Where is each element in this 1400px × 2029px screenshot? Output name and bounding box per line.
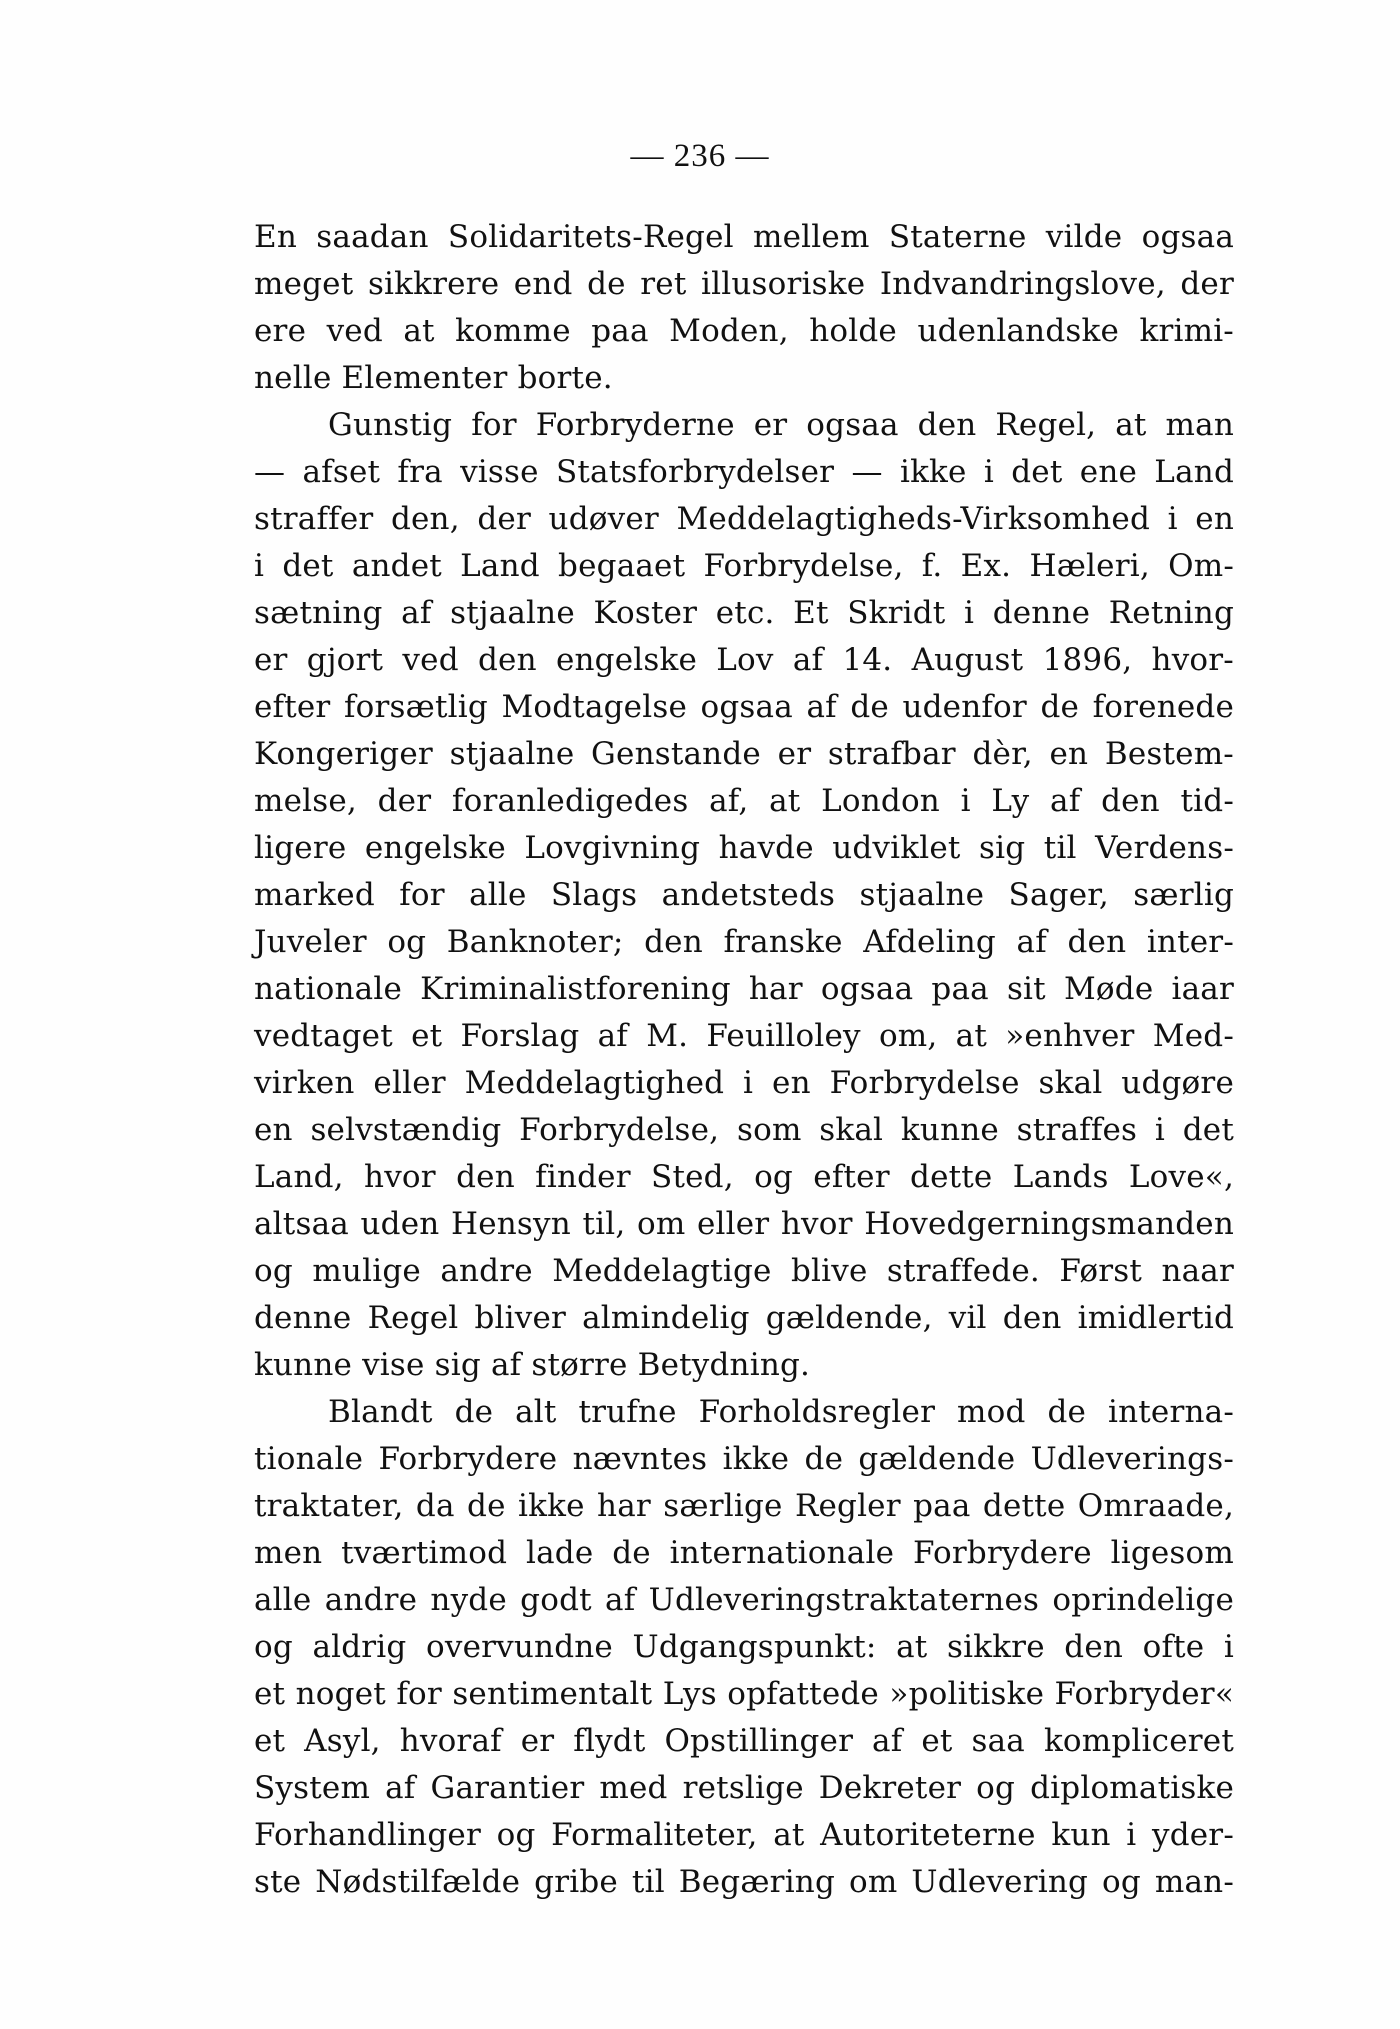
- text-line: nationale Kriminalistforening har ogsaa paa sit Møde iaar: [254, 971, 1234, 1007]
- text-line: er gjort ved den engelske Lov af 14. August 1896, hvor-: [254, 642, 1234, 678]
- text-line: Juveler og Banknoter; den franske Afdeling af den inter-: [254, 924, 1234, 960]
- text-line: kunne vise sig af større Betydning.: [254, 1347, 811, 1383]
- text-line: et Asyl, hvoraf er flydt Opstillinger af et saa kompliceret: [254, 1723, 1234, 1759]
- text-line: efter forsætlig Modtagelse ogsaa af de udenfor de forenede: [254, 689, 1234, 725]
- text-line: tionale Forbrydere nævntes ikke de gældende Udleverings-: [254, 1441, 1234, 1477]
- text-line: System af Garantier med retslige Dekreter og diplomatiske: [254, 1770, 1234, 1806]
- text-line: sætning af stjaalne Koster etc. Et Skridt i denne Retning: [254, 595, 1234, 631]
- text-line: virken eller Meddelagtighed i en Forbrydelse skal udgøre: [254, 1065, 1234, 1101]
- text-line: meget sikkrere end de ret illusoriske Indvandringslove, der: [254, 266, 1234, 302]
- text-line: En saadan Solidaritets-Regel mellem Staterne vilde ogsaa: [254, 219, 1234, 255]
- text-line: straffer den, der udøver Meddelagtigheds-Virksomhed i en: [254, 501, 1234, 537]
- text-line: en selvstændig Forbrydelse, som skal kunne straffes i det: [254, 1112, 1234, 1148]
- text-line: melse, der foranledigedes af, at London i Ly af den tid-: [254, 783, 1234, 819]
- text-line: et noget for sentimentalt Lys opfattede »politiske Forbryder«: [254, 1676, 1234, 1712]
- text-line: Blandt de alt trufne Forholdsregler mod de interna-: [328, 1394, 1234, 1430]
- text-line: traktater, da de ikke har særlige Regler paa dette Omraade,: [254, 1488, 1234, 1524]
- text-line: ligere engelske Lovgivning havde udviklet sig til Verdens-: [254, 830, 1234, 866]
- text-line: marked for alle Slags andetsteds stjaalne Sager, særlig: [254, 877, 1234, 913]
- text-line: ere ved at komme paa Moden, holde udenlandske krimi-: [254, 313, 1234, 349]
- text-line: denne Regel bliver almindelig gældende, vil den imidlertid: [254, 1300, 1234, 1336]
- text-line: alle andre nyde godt af Udleveringstraktaternes oprindelige: [254, 1582, 1234, 1618]
- text-line: Kongeriger stjaalne Genstande er strafbar dèr, en Bestem-: [254, 736, 1234, 772]
- text-line: Gunstig for Forbryderne er ogsaa den Regel, at man: [328, 407, 1234, 443]
- text-line: og aldrig overvundne Udgangspunkt: at sikkre den ofte i: [254, 1629, 1234, 1665]
- text-line: vedtaget et Forslag af M. Feuilloley om, at »enhver Med-: [254, 1018, 1234, 1054]
- text-line: — afset fra visse Statsforbrydelser — ikke i det ene Land: [254, 454, 1234, 490]
- body-text: [254, 214, 1234, 1906]
- text-line: i det andet Land begaaet Forbrydelse, f. Ex. Hæleri, Om-: [254, 548, 1234, 584]
- text-line: Land, hvor den finder Sted, og efter dette Lands Love«,: [254, 1159, 1234, 1195]
- text-line: men tværtimod lade de internationale Forbrydere ligesom: [254, 1535, 1234, 1571]
- text-line: nelle Elementer borte.: [254, 360, 613, 396]
- text-line: Forhandlinger og Formaliteter, at Autoriteterne kun i yder-: [254, 1817, 1234, 1853]
- text-line: og mulige andre Meddelagtige blive straffede. Først naar: [254, 1253, 1234, 1289]
- text-line: altsaa uden Hensyn til, om eller hvor Hovedgerningsmanden: [254, 1206, 1234, 1242]
- page-number: — 236 —: [630, 138, 770, 174]
- text-line: ste Nødstilfælde gribe til Begæring om Udlevering og man-: [254, 1864, 1234, 1900]
